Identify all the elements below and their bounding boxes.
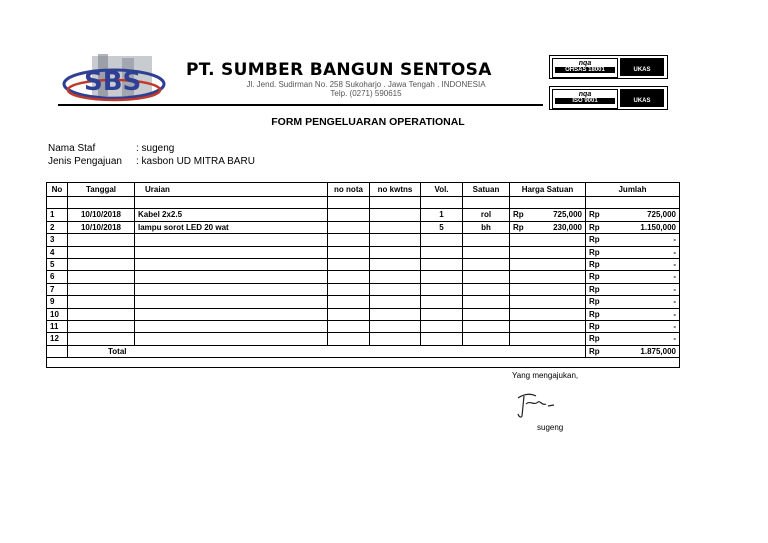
cell-harga-satuan-currency: Rp xyxy=(513,222,524,232)
cell-no: 11 xyxy=(47,321,68,333)
cell-jumlah-currency: Rp xyxy=(589,284,600,294)
cell-harga-satuan-value: 725,000 xyxy=(553,210,582,220)
cell-satuan xyxy=(463,234,510,246)
cell-jumlah xyxy=(586,321,680,333)
header-harga-satuan: Harga Satuan xyxy=(510,183,586,197)
cell-no: 4 xyxy=(47,246,68,258)
cell-uraian xyxy=(135,333,328,345)
spacer-cell xyxy=(135,197,328,209)
cell-tanggal: 10/10/2018 xyxy=(68,209,135,221)
certificate-iso xyxy=(549,86,668,110)
header-tanggal: Tanggal xyxy=(68,183,135,197)
spacer-cell xyxy=(510,197,586,209)
cell-vol xyxy=(421,321,463,333)
cell-jumlah xyxy=(586,246,680,258)
cell-satuan xyxy=(463,333,510,345)
header-jumlah: Jumlah xyxy=(586,183,680,197)
cell-tanggal: 10/10/2018 xyxy=(68,221,135,233)
cell-vol: 5 xyxy=(421,221,463,233)
cell-no-nota xyxy=(328,333,370,345)
cell-satuan xyxy=(463,271,510,283)
total-label: Total xyxy=(68,345,586,357)
table-row xyxy=(47,283,680,295)
cell-jumlah-value: 725,000 xyxy=(647,210,676,220)
cell-vol xyxy=(421,308,463,320)
cell-no: 7 xyxy=(47,283,68,295)
cell-no: 1 xyxy=(47,209,68,221)
cell-satuan: rol xyxy=(463,209,510,221)
logo-text: SBS xyxy=(84,67,142,97)
header-satuan: Satuan xyxy=(463,183,510,197)
spacer-cell xyxy=(463,197,510,209)
header-no-kwtns: no kwtns xyxy=(370,183,421,197)
spacer-cell xyxy=(68,197,135,209)
cell-no: 2 xyxy=(47,221,68,233)
cell-no-kwtns xyxy=(370,296,421,308)
cell-jumlah-value: - xyxy=(673,260,676,270)
cell-tanggal xyxy=(68,283,135,295)
cell-jumlah-value: - xyxy=(673,272,676,282)
cell-jumlah xyxy=(586,283,680,295)
cell-jumlah-currency: Rp xyxy=(589,309,600,319)
cell-no-kwtns xyxy=(370,308,421,320)
address-line-1: Jl. Jend. Sudirman No. 258 Sukoharjo . Jawa Tengah . INDONESIA xyxy=(246,80,486,89)
cell-jumlah-value: - xyxy=(673,247,676,257)
spacer-cell xyxy=(586,197,680,209)
cell-no-nota xyxy=(328,221,370,233)
cell-tanggal xyxy=(68,296,135,308)
table-header-row xyxy=(47,183,680,197)
cell-no-kwtns xyxy=(370,321,421,333)
certificate-ohsas xyxy=(549,55,668,79)
table-body xyxy=(47,197,680,358)
cell-no-nota xyxy=(328,259,370,271)
expense-table xyxy=(46,182,680,358)
header-no-nota: no nota xyxy=(328,183,370,197)
cell-harga-satuan xyxy=(510,333,586,345)
cell-no-kwtns xyxy=(370,221,421,233)
total-amount xyxy=(586,345,680,357)
cell-jumlah-value: - xyxy=(673,309,676,319)
iso-badge: nqa ISO 9001 xyxy=(552,89,618,109)
request-type-value: : kasbon UD MITRA BARU xyxy=(136,156,255,167)
cell-no: 10 xyxy=(47,308,68,320)
cell-no: 5 xyxy=(47,259,68,271)
spacer-cell xyxy=(328,197,370,209)
cell-no-kwtns xyxy=(370,209,421,221)
spacer-cell xyxy=(370,197,421,209)
cell-harga-satuan-value: 230,000 xyxy=(553,222,582,232)
spacer-cell xyxy=(421,197,463,209)
cell-tanggal xyxy=(68,333,135,345)
cell-jumlah-currency: Rp xyxy=(589,322,600,332)
cell-jumlah xyxy=(586,259,680,271)
total-blank-cell xyxy=(47,345,68,357)
cell-no-kwtns xyxy=(370,234,421,246)
cell-tanggal xyxy=(68,259,135,271)
cell-no-nota xyxy=(328,321,370,333)
company-address xyxy=(186,80,546,98)
table-row xyxy=(47,221,680,233)
cell-no: 12 xyxy=(47,333,68,345)
cell-no-kwtns xyxy=(370,283,421,295)
cell-jumlah-currency: Rp xyxy=(589,247,600,257)
cell-harga-satuan-currency: Rp xyxy=(513,210,524,220)
cell-vol xyxy=(421,296,463,308)
cell-jumlah-currency: Rp xyxy=(589,222,600,232)
cell-harga-satuan xyxy=(510,221,586,233)
cell-no: 9 xyxy=(47,296,68,308)
table-total-row xyxy=(47,345,680,357)
signoff-label: Yang mengajukan, xyxy=(512,371,579,380)
cell-vol xyxy=(421,246,463,258)
cell-jumlah-value: - xyxy=(673,235,676,245)
cell-vol xyxy=(421,259,463,271)
cell-satuan xyxy=(463,296,510,308)
table-row xyxy=(47,259,680,271)
cell-vol xyxy=(421,234,463,246)
table-row xyxy=(47,321,680,333)
cell-no-kwtns xyxy=(370,271,421,283)
cell-no-nota xyxy=(328,271,370,283)
cell-uraian: lampu sorot LED 20 wat xyxy=(135,221,328,233)
table-row xyxy=(47,271,680,283)
signature-image xyxy=(510,388,560,420)
cell-tanggal xyxy=(68,308,135,320)
cell-vol xyxy=(421,271,463,283)
cell-no-kwtns xyxy=(370,333,421,345)
cell-harga-satuan xyxy=(510,246,586,258)
total-amount-value: 1.875,000 xyxy=(640,346,676,356)
cell-uraian xyxy=(135,308,328,320)
cell-no: 6 xyxy=(47,271,68,283)
cell-no-nota xyxy=(328,246,370,258)
cell-uraian xyxy=(135,283,328,295)
cell-jumlah-currency: Rp xyxy=(589,210,600,220)
cell-harga-satuan xyxy=(510,234,586,246)
cell-no-kwtns xyxy=(370,246,421,258)
ukas-badge-bottom: UKAS xyxy=(620,89,664,107)
cell-no-nota xyxy=(328,308,370,320)
spacer-cell xyxy=(47,197,68,209)
cell-jumlah xyxy=(586,234,680,246)
header-vol: Vol. xyxy=(421,183,463,197)
cell-no-nota xyxy=(328,283,370,295)
cell-jumlah-currency: Rp xyxy=(589,297,600,307)
cell-no: 3 xyxy=(47,234,68,246)
ukas-badge-top: UKAS xyxy=(620,58,664,76)
table-row xyxy=(47,296,680,308)
table-row xyxy=(47,234,680,246)
cell-jumlah-value: 1.150,000 xyxy=(640,222,676,232)
header-no: No xyxy=(47,183,68,197)
cell-satuan xyxy=(463,321,510,333)
cell-no-nota xyxy=(328,296,370,308)
cell-harga-satuan xyxy=(510,271,586,283)
cell-uraian xyxy=(135,259,328,271)
table-row xyxy=(47,333,680,345)
staff-value: : sugeng xyxy=(136,143,175,154)
cell-jumlah-currency: Rp xyxy=(589,235,600,245)
cell-harga-satuan xyxy=(510,209,586,221)
table-row xyxy=(47,246,680,258)
cell-no-nota xyxy=(328,209,370,221)
cell-no-nota xyxy=(328,234,370,246)
cell-jumlah xyxy=(586,333,680,345)
cell-satuan xyxy=(463,308,510,320)
cell-harga-satuan xyxy=(510,296,586,308)
cell-vol: 1 xyxy=(421,209,463,221)
cell-tanggal xyxy=(68,234,135,246)
company-logo xyxy=(62,54,174,106)
cell-tanggal xyxy=(68,246,135,258)
cell-jumlah xyxy=(586,209,680,221)
request-type-label: Jenis Pengajuan xyxy=(48,156,122,167)
cell-jumlah-currency: Rp xyxy=(589,272,600,282)
ohsas-badge: nqa OHSAS 18001 xyxy=(552,58,618,78)
cell-jumlah-value: - xyxy=(673,297,676,307)
cell-harga-satuan xyxy=(510,283,586,295)
signer-name: sugeng xyxy=(537,423,564,432)
cell-jumlah xyxy=(586,296,680,308)
table-row xyxy=(47,209,680,221)
cell-uraian xyxy=(135,271,328,283)
header-uraian: Uraian xyxy=(135,183,328,197)
cell-jumlah-value: - xyxy=(673,334,676,344)
cell-harga-satuan xyxy=(510,308,586,320)
cell-satuan xyxy=(463,246,510,258)
cell-jumlah-value: - xyxy=(673,322,676,332)
cell-jumlah xyxy=(586,308,680,320)
form-title: FORM PENGELUARAN OPERATIONAL xyxy=(271,116,465,128)
cell-tanggal xyxy=(68,321,135,333)
cell-uraian xyxy=(135,234,328,246)
address-line-2: Telp. (0271) 590615 xyxy=(330,89,402,98)
cell-satuan: bh xyxy=(463,221,510,233)
cell-jumlah xyxy=(586,221,680,233)
cell-jumlah-currency: Rp xyxy=(589,334,600,344)
cell-satuan xyxy=(463,259,510,271)
cell-tanggal xyxy=(68,271,135,283)
cell-vol xyxy=(421,333,463,345)
cell-satuan xyxy=(463,283,510,295)
table-spacer-row xyxy=(47,197,680,209)
cell-jumlah-currency: Rp xyxy=(589,260,600,270)
total-amount-currency: Rp xyxy=(589,346,600,356)
cell-jumlah xyxy=(586,271,680,283)
table-row xyxy=(47,308,680,320)
cell-uraian xyxy=(135,246,328,258)
cell-vol xyxy=(421,283,463,295)
cell-uraian xyxy=(135,321,328,333)
staff-label: Nama Staf xyxy=(48,143,96,154)
header-rule xyxy=(58,104,543,106)
cell-uraian xyxy=(135,296,328,308)
cell-harga-satuan xyxy=(510,259,586,271)
cell-no-kwtns xyxy=(370,259,421,271)
cell-uraian: Kabel 2x2.5 xyxy=(135,209,328,221)
cell-jumlah-value: - xyxy=(673,284,676,294)
company-name: PT. SUMBER BANGUN SENTOSA xyxy=(186,60,492,80)
cell-harga-satuan xyxy=(510,321,586,333)
